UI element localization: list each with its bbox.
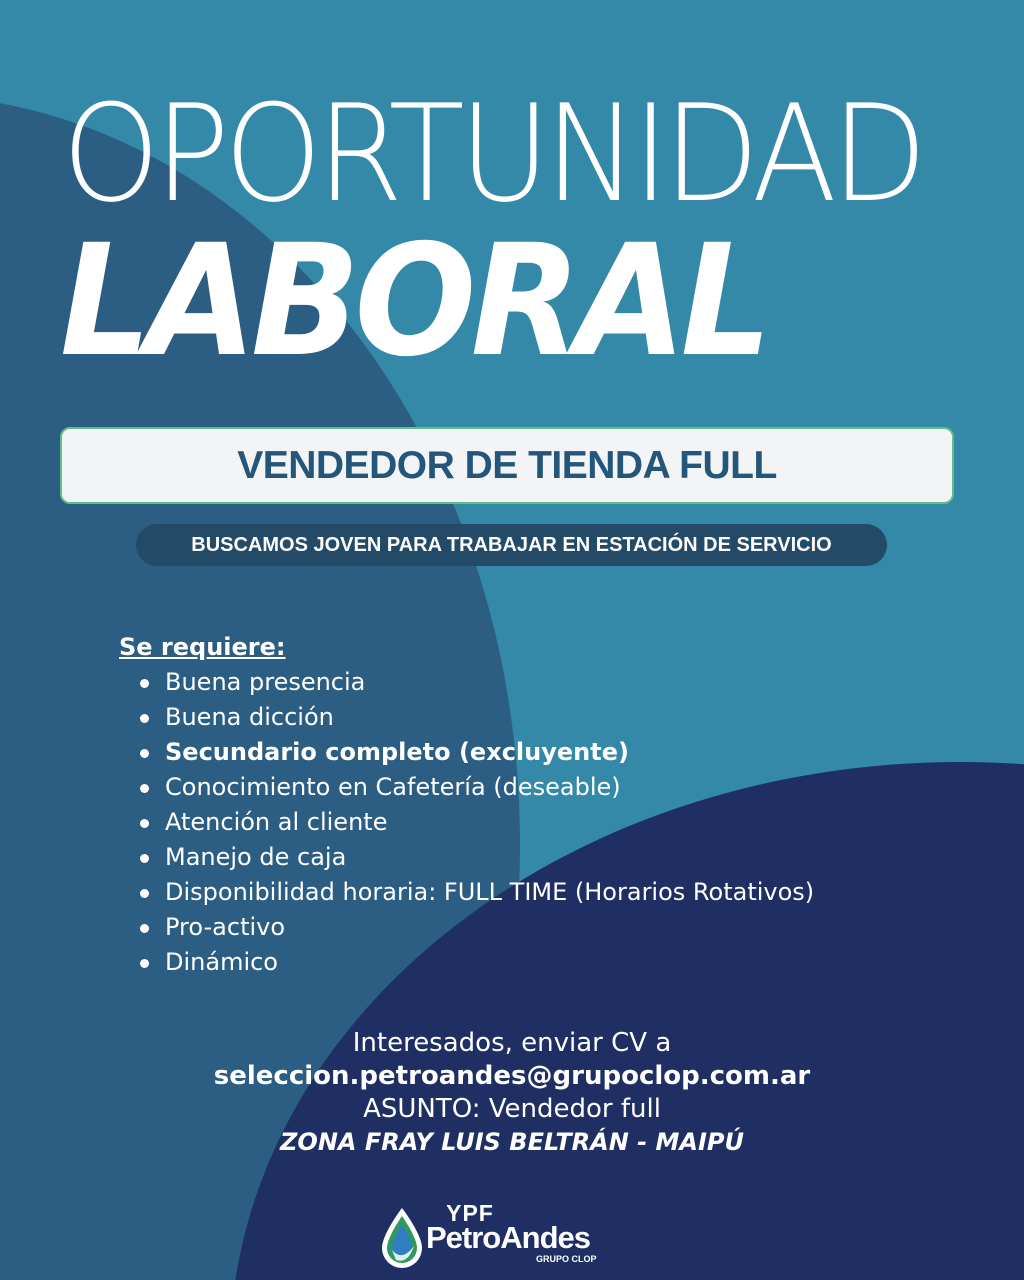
contact-email[interactable]: seleccion.petroandes@grupoclop.com.ar <box>213 1061 811 1091</box>
subtitle-pill <box>136 524 887 566</box>
contact-section <box>0 1027 1024 1159</box>
list-item: Disponibilidad horaria: FULL TIME (Horarios Rotativos) <box>137 875 939 910</box>
contact-intro: Interesados, enviar CV a <box>352 1028 672 1058</box>
contact-subject: ASUNTO: Vendedor full <box>363 1094 661 1124</box>
requirements-list <box>119 665 939 980</box>
list-item: Secundario completo (excluyente) <box>137 735 939 770</box>
drop-icon <box>378 1206 426 1270</box>
list-item: Conocimiento en Cafetería (deseable) <box>137 770 939 805</box>
logo-ypf-text: YPF <box>446 1200 494 1226</box>
requirements-section <box>119 630 939 980</box>
subtitle-text: BUSCAMOS JOVEN PARA TRABAJAR EN ESTACIÓN DE SERVICIO <box>191 533 832 556</box>
list-item: Pro-activo <box>137 910 939 945</box>
contact-zone: ZONA FRAY LUIS BELTRÁN - MAIPÚ <box>280 1128 744 1156</box>
list-item: Atención al cliente <box>137 805 939 840</box>
requirements-heading: Se requiere: <box>119 633 286 661</box>
position-title-box <box>60 427 954 504</box>
list-item: Dinámico <box>137 945 939 980</box>
list-item: Buena dicción <box>137 700 939 735</box>
list-item: Manejo de caja <box>137 840 939 875</box>
headline-oportunidad: OPORTUNIDAD <box>62 76 922 232</box>
logo-group-text: GRUPO CLOP <box>536 1254 597 1264</box>
logo-brand-text: PetroAndes <box>426 1220 590 1255</box>
headline-laboral: LABORAL <box>60 212 767 391</box>
position-title: VENDEDOR DE TIENDA FULL <box>237 443 777 487</box>
petroandes-logo <box>378 1202 628 1274</box>
list-item: Buena presencia <box>137 665 939 700</box>
